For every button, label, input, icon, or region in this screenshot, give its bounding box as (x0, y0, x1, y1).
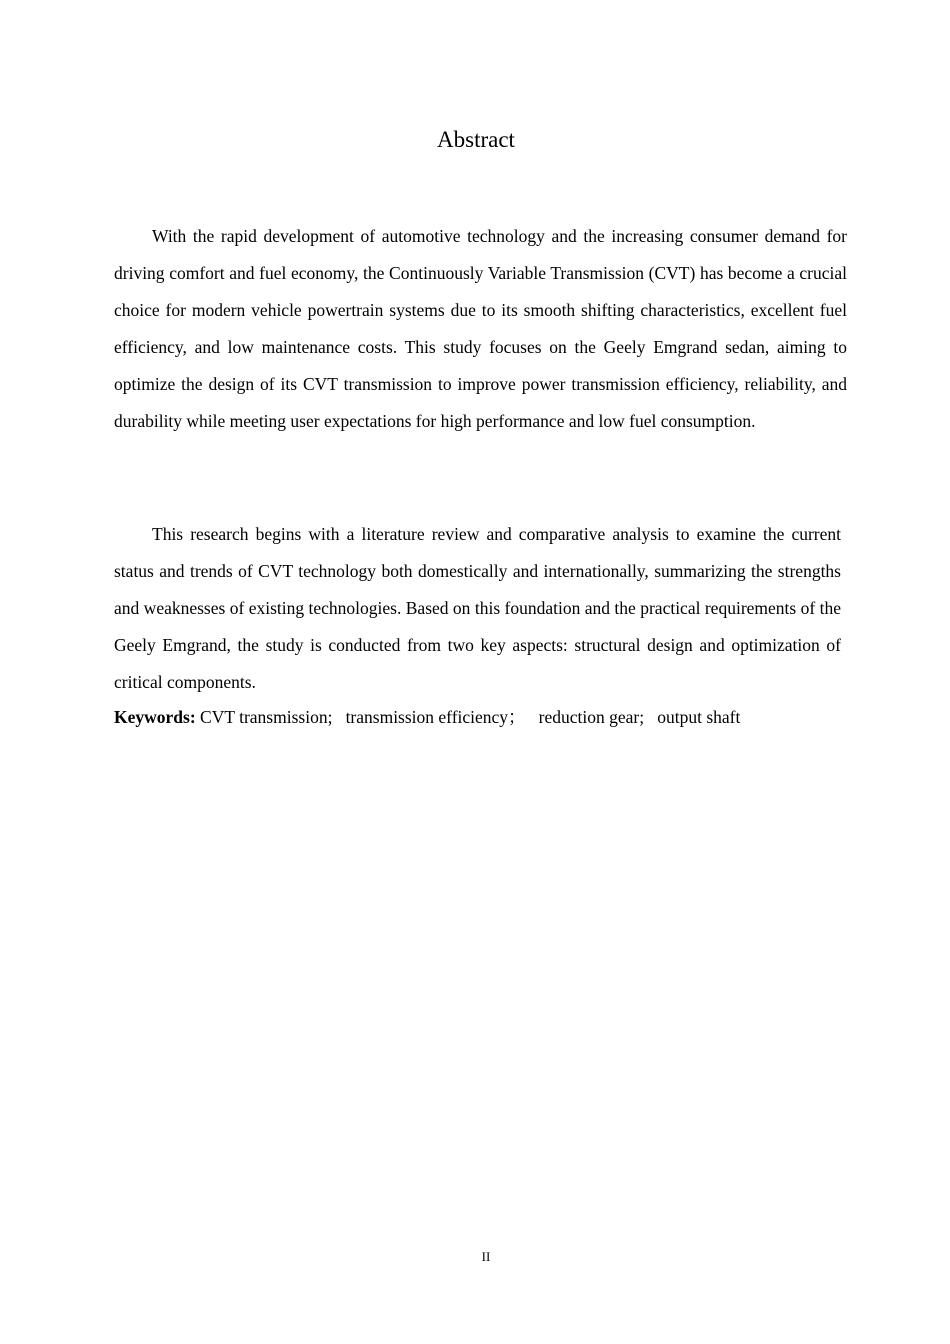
abstract-title: Abstract (437, 127, 515, 152)
keywords-line (114, 703, 847, 731)
abstract-paragraph-1: With the rapid development of automotive technology and the increasing consumer demand for driving comfort and fuel economy, the Continuously Variable Transmission (CVT) has become a crucial choice for modern vehicle powertrain systems due to its smooth shifting characteristics, excellent fuel efficiency, and low maintenance costs. This study focuses on the Geely Emgrand sedan, aiming to optimize the design of its CVT transmission to improve power transmission efficiency, reliability, and durability while meeting user expectations for high performance and low fuel consumption. (114, 226, 847, 431)
page-number: II (481, 1249, 491, 1264)
keyword-item: CVT transmission; (200, 707, 333, 727)
keyword-item: output shaft (657, 707, 741, 727)
keyword-item: transmission efficiency； (345, 707, 526, 727)
keywords-label: Keywords: (114, 707, 196, 727)
abstract-paragraph-2: This research begins with a literature review and comparative analysis to examine the current status and trends of CVT technology both domestically and internationally, summarizing the strengths and weaknesses of existing technologies. Based on this foundation and the practical requirements of the Geely Emgrand, the study is conducted from two key aspects: structural design and optimization of critical components. (114, 524, 841, 692)
keyword-item: reduction gear; (538, 707, 645, 727)
